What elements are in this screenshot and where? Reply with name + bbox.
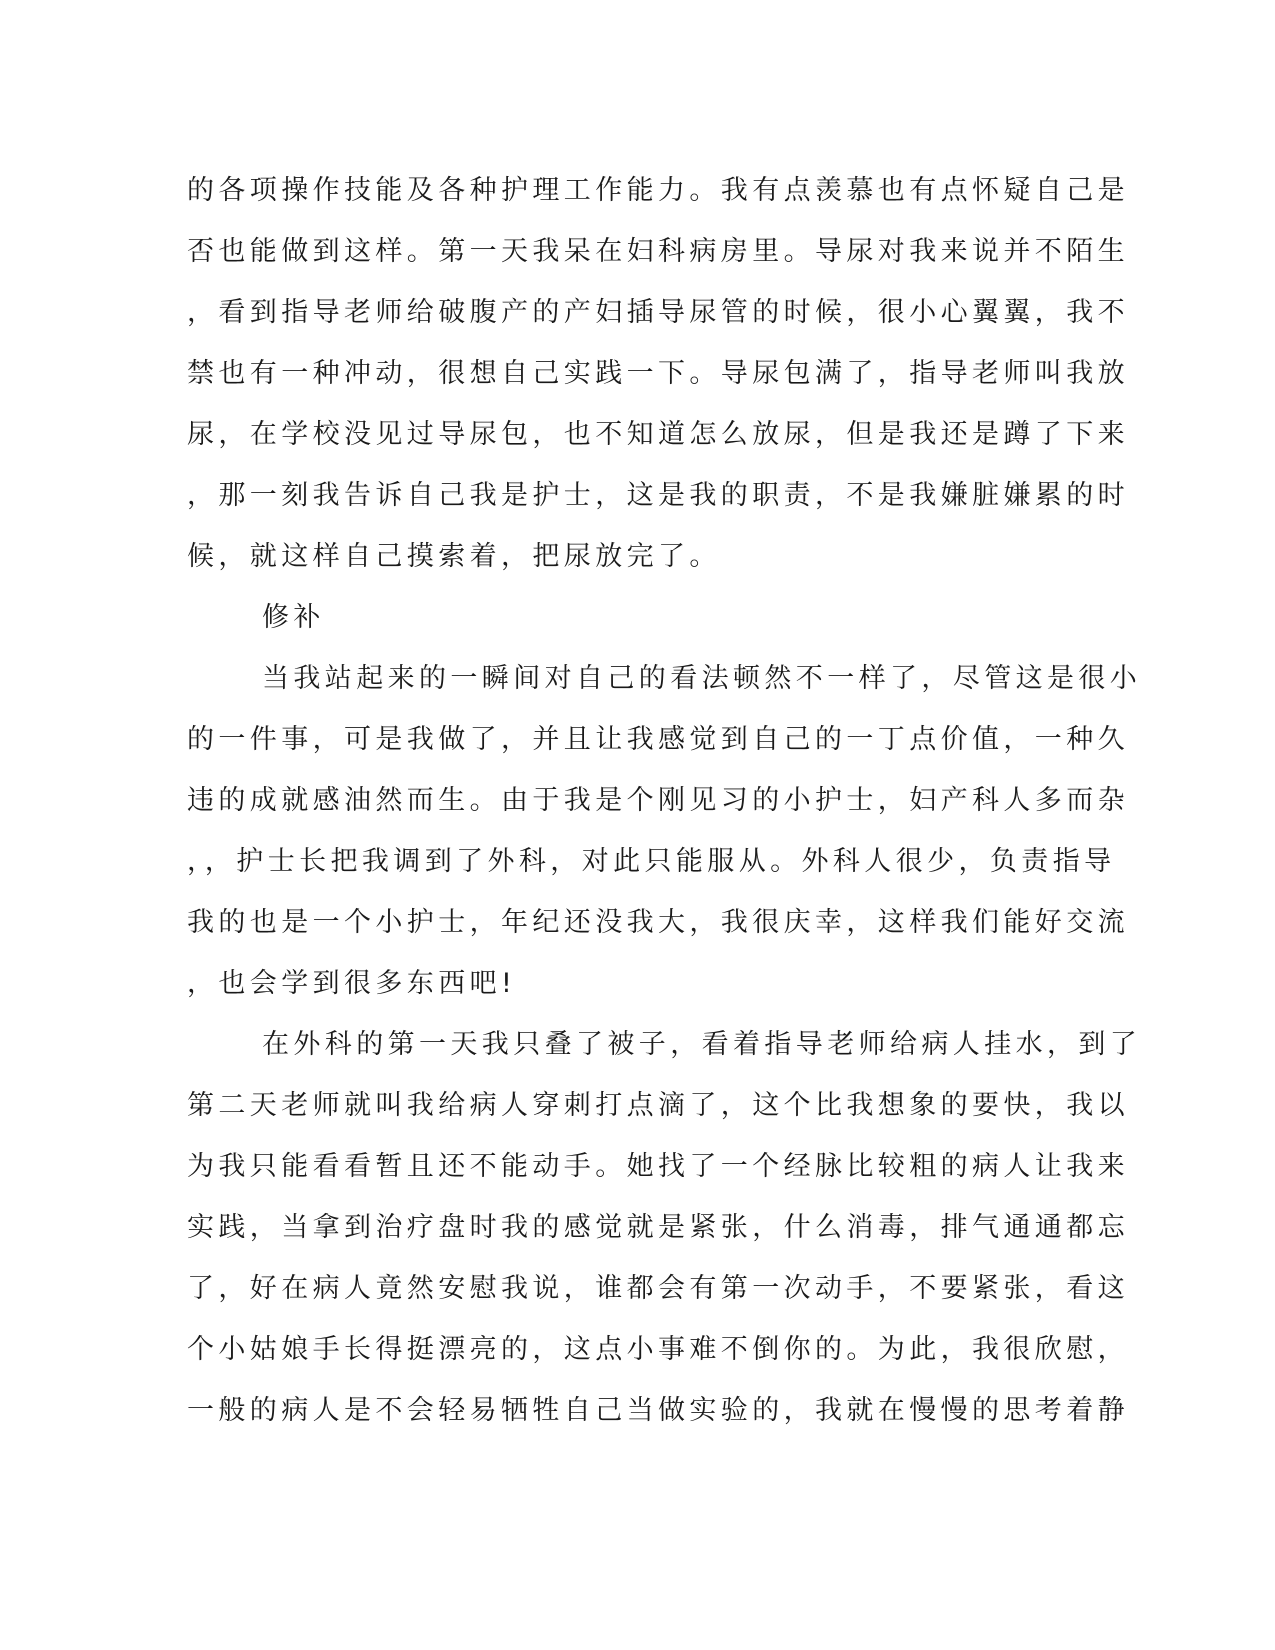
- text-line: 当我站起来的一瞬间对自己的看法顿然不一样了，尽管这是很小: [262, 663, 1142, 694]
- text-line: 个小姑娘手长得挺漂亮的，这点小事难不倒你的。为此，我很欣慰，: [187, 1334, 1129, 1365]
- text-line: 候，就这样自己摸索着，把尿放完了。: [187, 541, 721, 572]
- text-line: ，也会学到很多东西吧!: [187, 968, 517, 999]
- text-line: 否也能做到这样。第一天我呆在妇科病房里。导尿对我来说并不陌生: [187, 236, 1129, 267]
- text-line: ，，护士长把我调到了外科，对此只能服从。外科人很少，负责指导: [187, 846, 1116, 877]
- text-line: 尿，在学校没见过导尿包，也不知道怎么放尿，但是我还是蹲了下来: [187, 419, 1129, 450]
- text-line: 我的也是一个小护士，年纪还没我大，我很庆幸，这样我们能好交流: [187, 907, 1129, 938]
- text-line: 的一件事，可是我做了，并且让我感觉到自己的一丁点价值，一种久: [187, 724, 1129, 755]
- text-line: 一般的病人是不会轻易牺牲自己当做实验的，我就在慢慢的思考着静: [187, 1395, 1129, 1426]
- section-heading: 修补: [262, 602, 325, 633]
- text-line: ，那一刻我告诉自己我是护士，这是我的职责，不是我嫌脏嫌累的时: [187, 480, 1129, 511]
- text-line: 的各项操作技能及各种护理工作能力。我有点羡慕也有点怀疑自己是: [187, 175, 1129, 206]
- text-line: 违的成就感油然而生。由于我是个刚见习的小护士，妇产科人多而杂: [187, 785, 1129, 816]
- text-line: 禁也有一种冲动，很想自己实践一下。导尿包满了，指导老师叫我放: [187, 358, 1129, 389]
- text-line: 第二天老师就叫我给病人穿刺打点滴了，这个比我想象的要快，我以: [187, 1090, 1129, 1121]
- text-line: 了，好在病人竟然安慰我说，谁都会有第一次动手，不要紧张，看这: [187, 1273, 1129, 1304]
- document-body: [187, 160, 1142, 1441]
- text-line: 为我只能看看暂且还不能动手。她找了一个经脉比较粗的病人让我来: [187, 1151, 1129, 1182]
- text-line: 在外科的第一天我只叠了被子，看着指导老师给病人挂水，到了: [262, 1029, 1142, 1060]
- text-line: ，看到指导老师给破腹产的产妇插导尿管的时候，很小心翼翼，我不: [187, 297, 1129, 328]
- text-line: 实践，当拿到治疗盘时我的感觉就是紧张，什么消毒，排气通通都忘: [187, 1212, 1129, 1243]
